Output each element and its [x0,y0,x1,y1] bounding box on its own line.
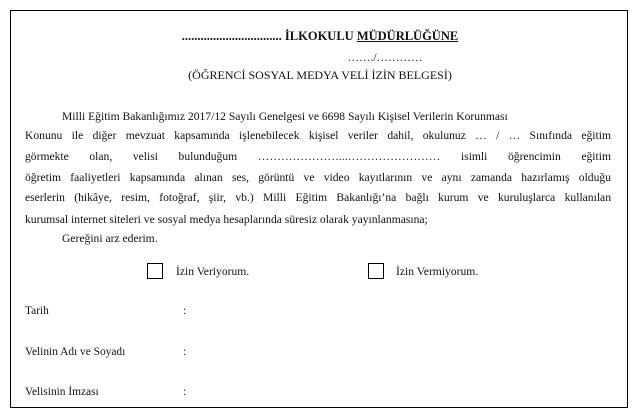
allow-label: İzin Veriyorum. [176,265,250,278]
deny-checkbox[interactable] [368,263,384,284]
parent-name-input[interactable] [195,343,575,361]
date-label: Tarih [25,305,49,317]
closing-text: Gereğini arz ederim. [62,232,158,245]
date-blank[interactable]: ……./………… [347,52,423,64]
directorate-title: MÜDÜRLÜĞÜNE [356,29,459,43]
signature-label: Velisinin İmzası [25,386,99,398]
body-line-6: kurumsal internet siteleri ve sosyal medya hesaplarında süresiz olarak yayınlanmasına; [25,213,428,226]
allow-checkbox[interactable] [147,263,163,284]
date-input[interactable] [195,302,575,320]
body-line-3: görmekte olan, velisi bulunduğum …………………...…………………… isimli öğrencimin eğitim [25,150,611,163]
body-line-1: Milli Eğitim Bakanlığımız 2017/12 Sayılı Genelgesi ve 6698 Sayılı Kişisel Verilerin Korunması [62,110,508,123]
body-line-5: eserlerin (hikâye, resim, fotoğraf, şiir, vb.) Milli Eğitim Bakanlığı’na bağlı kurum ve kuruluşlarca kullanılan [25,191,611,204]
form-heading [0,29,640,44]
school-type: İLKOKULU [284,29,354,43]
signature-input[interactable] [195,383,575,401]
body-line-4: öğretim faaliyetleri kapsamında alınan ses, görüntü ve video kayıtlarının ve aynı zamanda hazırlamış olduğu [25,171,611,184]
date-colon: : [183,305,187,317]
body-line-2: Konunu ile diğer mevzuat kapsamında işlenebilecek kişisel veriler dahil, okulunuz … / … Sınıfında eğitim [25,129,611,142]
school-name-blank[interactable]: ................................ [181,29,282,43]
deny-label: İzin Vermiyorum. [396,265,479,278]
parent-name-label: Velinin Adı ve Soyadı [25,346,126,358]
parent-name-colon: : [183,346,187,358]
form-subtitle: (ÖĞRENCİ SOSYAL MEDYA VELİ İZİN BELGESİ) [188,68,452,82]
signature-colon: : [183,386,187,398]
